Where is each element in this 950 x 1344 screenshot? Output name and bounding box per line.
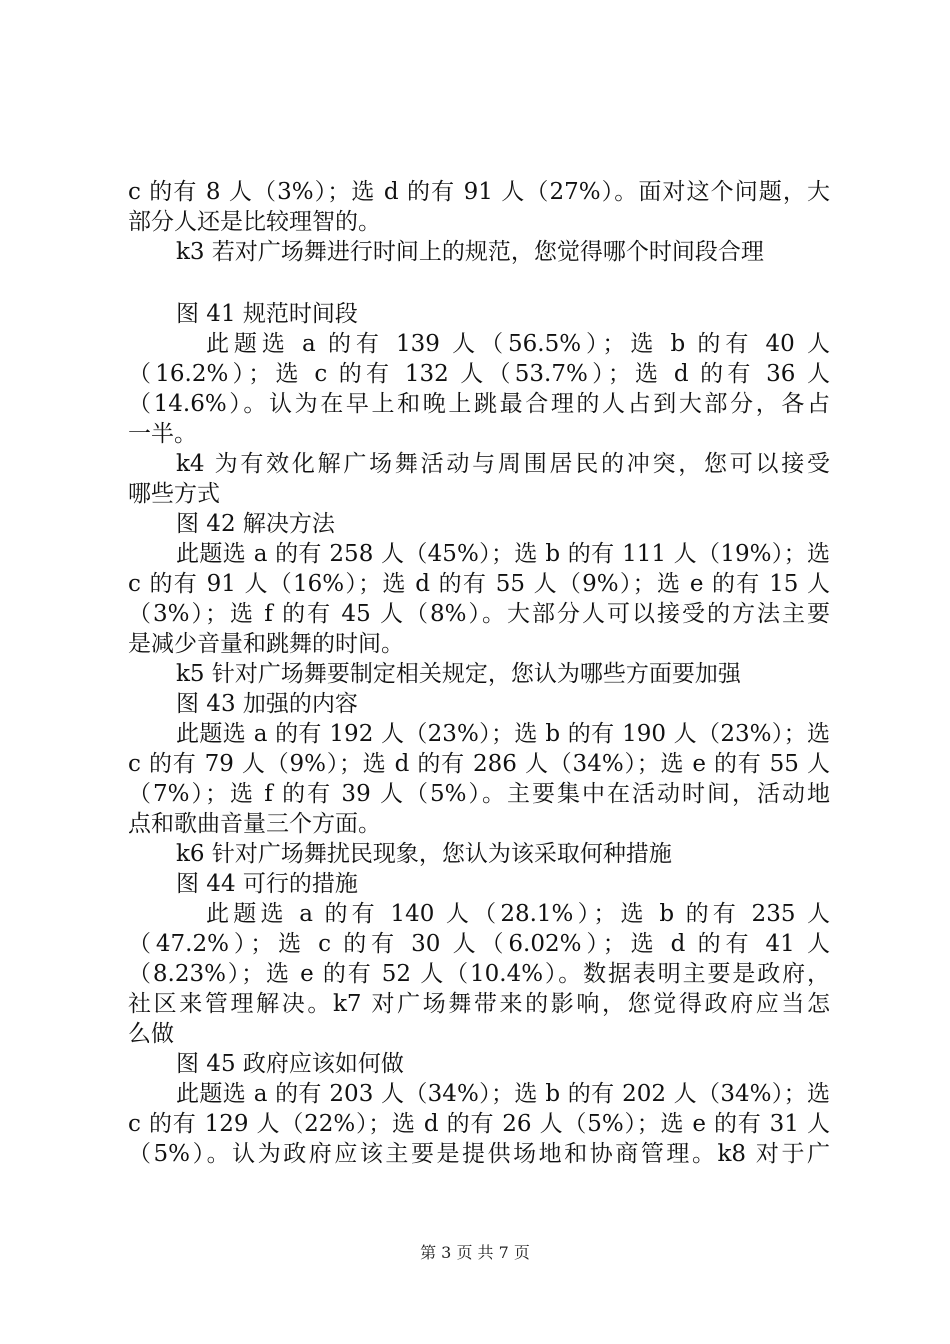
figure-space (128, 267, 830, 299)
body-line: （16.2%）；选 c 的有 132 人（53.7%）；选 d 的有 36 人 (128, 361, 830, 387)
question-heading: k6 针对广场舞扰民现象，您认为该采取何种措施 (176, 841, 672, 867)
page-number: 第 3 页 共 7 页 (420, 1243, 530, 1262)
question-heading: k4 为有效化解广场舞活动与周围居民的冲突，您可以接受 (176, 451, 830, 477)
body-line: 此题选 a 的有 139 人（56.5%）；选 b 的有 40 人 (206, 331, 830, 357)
figure-caption: 图 42 解决方法 (176, 511, 335, 537)
body-line: （3%）；选 f 的有 45 人（8%）。大部分人可以接受的方法主要 (128, 601, 830, 627)
question-heading: k3 若对广场舞进行时间上的规范，您觉得哪个时间段合理 (176, 239, 764, 265)
body-line: c 的有 129 人（22%）；选 d 的有 26 人（5%）；选 e 的有 31 人 (128, 1111, 830, 1137)
body-line: （8.23%）；选 e 的有 52 人（10.4%）。数据表明主要是政府， (128, 961, 830, 987)
body-line: 么做 (128, 1021, 174, 1047)
figure-caption: 图 45 政府应该如何做 (176, 1051, 404, 1077)
body-line: （5%）。认为政府应该主要是提供场地和协商管理。k8 对于广 (128, 1141, 830, 1167)
figure-caption: 图 44 可行的措施 (176, 871, 358, 897)
body-line: c 的有 8 人（3%）；选 d 的有 91 人（27%）。面对这个问题，大 (128, 179, 830, 205)
question-heading: 哪些方式 (128, 481, 220, 507)
body-line: 一半。 (128, 421, 197, 447)
body-line: c 的有 79 人（9%）；选 d 的有 286 人（34%）；选 e 的有 55 人 (128, 751, 830, 777)
body-line: 社区来管理解决。k7 对广场舞带来的影响，您觉得政府应当怎 (128, 991, 830, 1017)
body-line: （7%）；选 f 的有 39 人（5%）。主要集中在活动时间，活动地 (128, 781, 830, 807)
figure-caption: 图 41 规范时间段 (176, 301, 358, 327)
body-line: 此题选 a 的有 258 人（45%）；选 b 的有 111 人（19%）；选 (176, 541, 830, 567)
figure-caption: 图 43 加强的内容 (176, 691, 358, 717)
body-line: 此题选 a 的有 140 人（28.1%）；选 b 的有 235 人 (206, 901, 830, 927)
question-heading: k5 针对广场舞要制定相关规定，您认为哪些方面要加强 (176, 661, 741, 687)
body-line: 此题选 a 的有 192 人（23%）；选 b 的有 190 人（23%）；选 (176, 721, 830, 747)
body-line: （14.6%）。认为在早上和晚上跳最合理的人占到大部分，各占 (128, 391, 830, 417)
body-line: 此题选 a 的有 203 人（34%）；选 b 的有 202 人（34%）；选 (176, 1081, 830, 1107)
body-line: c 的有 91 人（16%）；选 d 的有 55 人（9%）；选 e 的有 15 人 (128, 571, 830, 597)
document-body (128, 177, 830, 1169)
body-line: 部分人还是比较理智的。 (128, 209, 381, 235)
body-line: 是减少音量和跳舞的时间。 (128, 631, 404, 657)
body-line: （47.2%）；选 c 的有 30 人（6.02%）；选 d 的有 41 人 (128, 931, 830, 957)
body-line: 点和歌曲音量三个方面。 (128, 811, 381, 837)
